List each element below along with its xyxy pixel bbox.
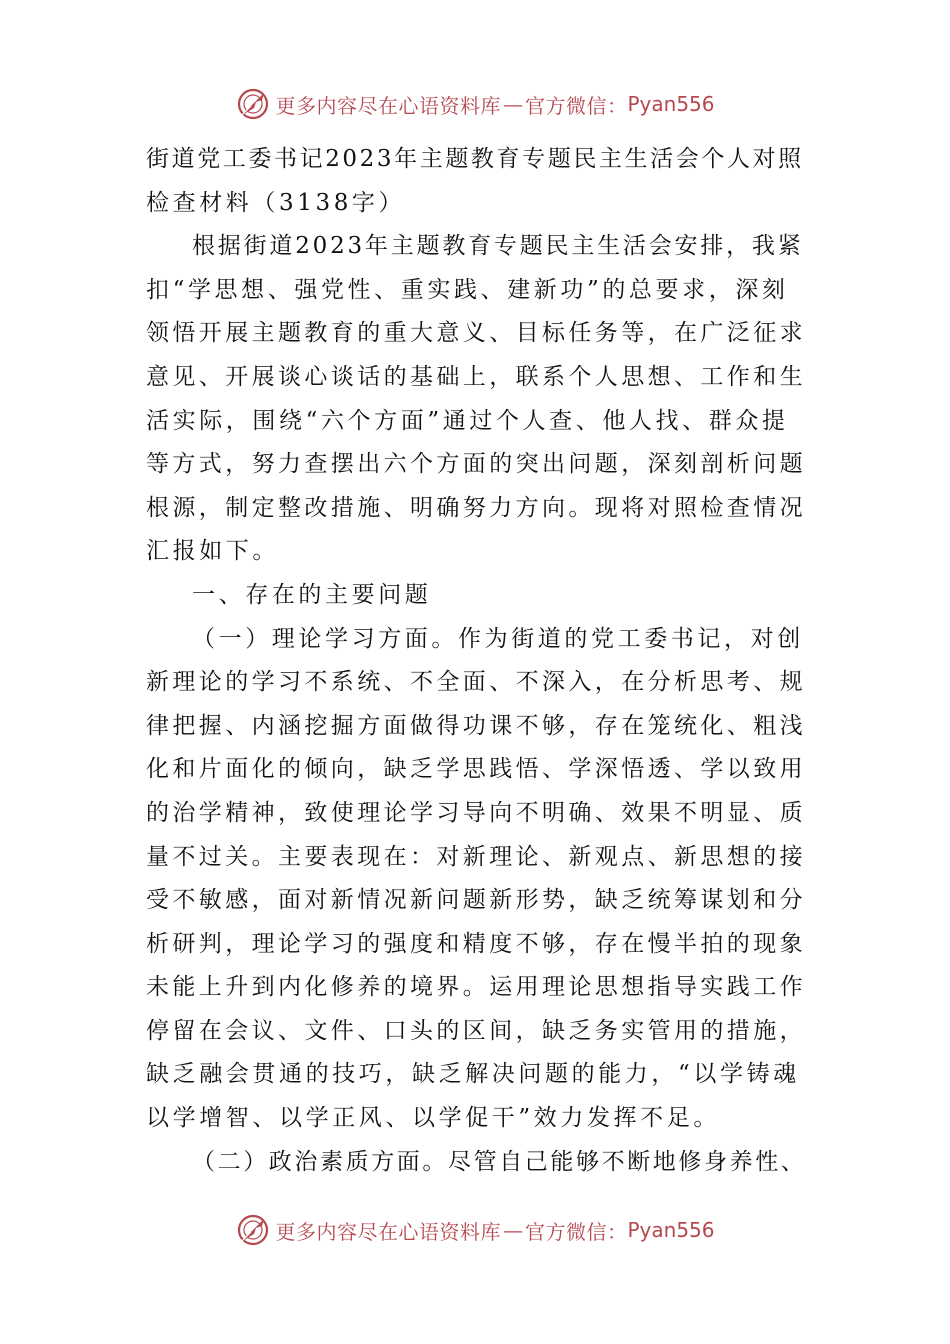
text-line: 领悟开展主题教育的重大意义、目标任务等，在广泛征求 [146,320,806,347]
quill-logo-icon [235,86,271,122]
text-line: 根据街道2023年主题教育专题民主生活会安排，我紧 [192,233,804,260]
text-line: 等方式，努力查摆出六个方面的突出问题，深刻剖析问题 [146,451,806,478]
quill-logo-icon [235,1212,271,1248]
text-line: 检查材料（3138字） [146,189,406,216]
text-line: （二）政治素质方面。尽管自己能够不断地修身养性、 [192,1148,807,1175]
watermark-separator: — [502,92,523,116]
text-line: 化和片面化的倾向，缺乏学思践悟、学深悟透、学以致用 [146,756,806,783]
text-line: 汇报如下。 [146,538,279,565]
text-line: 新理论的学习不系统、不全面、不深入，在分析思考、规 [146,669,806,696]
text-line: 停留在会议、文件、口头的区间，缺乏务实管用的措施， [146,1017,806,1044]
text-line: 的治学精神，致使理论学习导向不明确、效果不明显、质 [146,799,806,826]
text-line: 律把握、内涵挖掘方面做得功课不够，存在笼统化、粗浅 [146,712,806,739]
watermark-contact-label: 官方微信： [524,1219,628,1244]
document-body [146,138,808,1184]
text-line: 一、存在的主要问题 [192,581,432,608]
watermark-contact-id: Pyan556 [627,92,715,116]
text-line: 析研判，理论学习的强度和精度不够，存在慢半拍的现象 [146,930,806,957]
text-line: 街道党工委书记2023年主题教育专题民主生活会个人对照 [146,146,804,172]
watermark-separator: — [502,1218,523,1242]
watermark-banner-bottom [0,1210,950,1250]
watermark-contact-label: 官方微信： [524,93,628,118]
watermark-contact-id: Pyan556 [627,1218,715,1242]
text-line: 受不敏感，面对新情况新问题新形势，缺乏统筹谋划和分 [146,887,806,914]
text-line: 缺乏融会贯通的技巧，缺乏解决问题的能力，“以学铸魂 [146,1061,800,1088]
watermark-site-text: 更多内容尽在心语资料库 [275,1219,501,1244]
text-line: 活实际，围绕“六个方面”通过个人查、他人找、群众提 [146,407,789,434]
text-line: 根源，制定整改措施、明确努力方向。现将对照检查情况 [146,494,806,521]
text-line: 扣“学思想、强党性、重实践、建新功”的总要求，深刻 [146,276,789,303]
text-line: （一）理论学习方面。作为街道的党工委书记，对创 [192,625,804,652]
text-line: 意见、开展谈心谈话的基础上，联系个人思想、工作和生 [146,363,806,390]
watermark-site-text: 更多内容尽在心语资料库 [275,93,501,118]
text-line: 未能上升到内化修养的境界。运用理论思想指导实践工作 [146,974,806,1001]
watermark-banner-top [0,84,950,124]
text-line: 以学增智、以学正风、以学促干”效力发挥不足。 [146,1105,720,1132]
text-line: 量不过关。主要表现在：对新理论、新观点、新思想的接 [146,843,806,870]
